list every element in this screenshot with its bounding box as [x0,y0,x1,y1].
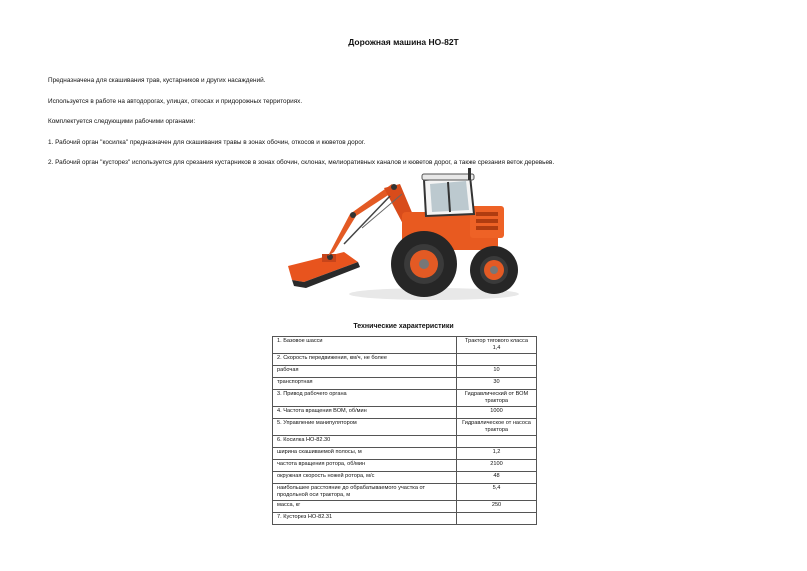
table-row [273,472,537,484]
table-row [273,501,537,513]
spec-value [457,513,537,525]
spec-label: масса, кг [273,501,457,513]
spec-label: рабочая [273,366,457,378]
document-title: Дорожная машина НО-82Т [348,37,459,47]
table-row [273,460,537,472]
paragraph-purpose: Предназначена для скашивания трав, кустарников и других насаждений. [48,77,266,84]
table-row [273,419,537,436]
table-row [273,513,537,525]
table-row [273,337,537,354]
table-row [273,390,537,407]
table-row [273,366,537,378]
spec-value: 10 [457,366,537,378]
tractor-mower-photo [284,166,522,304]
spec-value: 48 [457,472,537,484]
spec-label: 6. Косилка НО-82.30 [273,436,457,448]
spec-value [457,436,537,448]
spec-label: 5. Управление манипулятором [273,419,457,436]
spec-value: Трактор тягового класса 1,4 [457,337,537,354]
table-row [273,407,537,419]
spec-label: 2. Скорость передвижения, км/ч, не более [273,354,457,366]
spec-value: Гидравлическое от насоса трактора [457,419,537,436]
paragraph-mower: 1. Рабочий орган "косилка" предназначен для скашивания травы в зонах обочин, откосов и кюветов дорог. [48,139,366,146]
spec-value: 1000 [457,407,537,419]
table-row [273,378,537,390]
spec-value: 250 [457,501,537,513]
spec-label: ширина скашиваемой полосы, м [273,448,457,460]
spec-label: окружная скорость ножей ротора, м/с [273,472,457,484]
paragraph-brushcutter: 2. Рабочий орган "кусторез" используется для срезания кустарников в зонах обочин, склонах, мелиоративных каналов и кюветов дорог, а также срезания веток деревьев. [48,159,555,166]
spec-label: 1. Базовое шасси [273,337,457,354]
spec-label: 7. Кусторез НО-82.31 [273,513,457,525]
spec-value: 1,2 [457,448,537,460]
paragraph-equipment: Комплектуется следующими рабочими органами: [48,118,196,125]
spec-label: 3. Привод рабочего органа [273,390,457,407]
spec-value: 2100 [457,460,537,472]
spec-value: 30 [457,378,537,390]
spec-label: наибольшее расстояние до обрабатываемого участка от продольной оси трактора, м [273,484,457,501]
specs-table [272,336,537,525]
table-row [273,436,537,448]
table-row [273,484,537,501]
table-row [273,448,537,460]
spec-label: транспортная [273,378,457,390]
spec-value: Гидравлический от ВОМ трактора [457,390,537,407]
specs-table-title: Технические характеристики [353,323,454,330]
spec-label: частота вращения ротора, об/мин [273,460,457,472]
spec-value: 5,4 [457,484,537,501]
spec-value [457,354,537,366]
paragraph-usage: Используется в работе на автодорогах, улицах, откосах и придорожных территориях. [48,98,303,105]
spec-label: 4. Частота вращения ВОМ, об/мин [273,407,457,419]
table-row [273,354,537,366]
